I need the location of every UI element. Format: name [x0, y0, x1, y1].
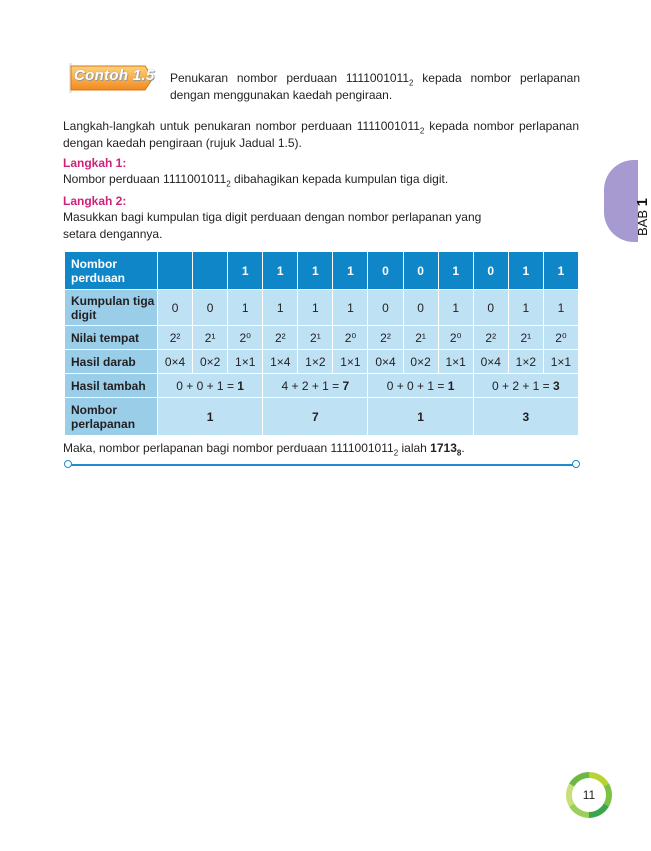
step2-text: Masukkan bagi kumpulan tiga digit perduaan dengan nombor perlapanan yang setara dengannya.	[63, 210, 482, 241]
table-cell: 0	[473, 290, 508, 326]
table-cell: 0×4	[158, 350, 193, 374]
table-cell: 0	[403, 252, 438, 290]
table-cell: 0	[368, 252, 403, 290]
table-cell: 2²	[263, 326, 298, 350]
row-groups	[65, 290, 579, 326]
table-cell: 1	[333, 290, 368, 326]
table-cell: 1	[543, 252, 578, 290]
row-label: Hasil tambah	[65, 374, 158, 398]
table-cell: 0	[193, 290, 228, 326]
chapter-tab	[604, 160, 638, 242]
table-cell	[158, 252, 193, 290]
conversion-table	[64, 251, 579, 436]
table-cell: 2⁰	[228, 326, 263, 350]
table-cell: 1×2	[508, 350, 543, 374]
step1-heading: Langkah 1:	[63, 156, 127, 170]
chapter-tab-label: BAB 1	[634, 198, 651, 236]
row-binary	[65, 252, 579, 290]
table-cell: 1×1	[228, 350, 263, 374]
table-cell	[193, 252, 228, 290]
conclusion-text: Maka, nombor perlapanan bagi nombor perduaan $1111001011_2$ ialah $1713_8$.	[63, 441, 465, 458]
table-cell: 2¹	[403, 326, 438, 350]
table-cell: 0 + 0 + 1 = 1	[158, 374, 263, 398]
table-cell: 4 + 2 + 1 = 7	[263, 374, 368, 398]
page-number: 11	[582, 788, 596, 802]
table-cell: 2⁰	[333, 326, 368, 350]
row-label: Hasil darab	[65, 350, 158, 374]
table-cell: 1	[333, 252, 368, 290]
row-label: Nombor perlapanan	[65, 398, 158, 436]
step2-heading: Langkah 2:	[63, 194, 127, 208]
table-cell: 1×1	[333, 350, 368, 374]
table-cell: 0×2	[403, 350, 438, 374]
table-cell: 1	[438, 252, 473, 290]
table-cell: 2²	[473, 326, 508, 350]
table-cell: 1×1	[543, 350, 578, 374]
table-cell: 0×4	[473, 350, 508, 374]
table-cell: 2⁰	[543, 326, 578, 350]
table-cell: 1	[438, 290, 473, 326]
table-cell: 7	[263, 398, 368, 436]
example-badge-label: Contoh 1.5	[74, 67, 155, 84]
table-cell: 2¹	[298, 326, 333, 350]
table-cell: 2¹	[508, 326, 543, 350]
table-cell: 0 + 2 + 1 = 3	[473, 374, 578, 398]
table-cell: 2¹	[193, 326, 228, 350]
row-label: Nombor perduaan	[65, 252, 158, 290]
table-cell: 1	[158, 398, 263, 436]
row-products	[65, 350, 579, 374]
table-cell: 3	[473, 398, 578, 436]
table-cell: 1	[508, 252, 543, 290]
row-place-value	[65, 326, 579, 350]
table-cell: 2⁰	[438, 326, 473, 350]
table-cell: 1	[508, 290, 543, 326]
row-sums	[65, 374, 579, 398]
table-cell: 1×4	[263, 350, 298, 374]
table-cell: 1	[228, 290, 263, 326]
table-cell: 1×2	[298, 350, 333, 374]
divider-end-dot	[64, 460, 72, 468]
table-cell: 0×4	[368, 350, 403, 374]
table-cell: 0	[403, 290, 438, 326]
table-cell: 0 + 0 + 1 = 1	[368, 374, 473, 398]
table-cell: 1	[543, 290, 578, 326]
row-label: Nilai tempat	[65, 326, 158, 350]
table-cell: 1	[368, 398, 473, 436]
step1-text: Nombor perduaan $1111001011_2$ dibahagikan kepada kumpulan tiga digit.	[63, 172, 449, 189]
table-cell: 0	[158, 290, 193, 326]
table-cell: 1	[298, 252, 333, 290]
table-cell: 2²	[368, 326, 403, 350]
table-cell: 0×2	[193, 350, 228, 374]
divider-end-dot	[572, 460, 580, 468]
intro-paragraph: Langkah-langkah untuk penukaran nombor perduaan $1111001011_2$ kepada nombor perlapanan dengan kaedah pengiraan (rujuk Jadual 1.5).	[63, 119, 579, 150]
table-cell: 1	[298, 290, 333, 326]
table-cell: 0	[473, 252, 508, 290]
table-cell: 1	[263, 252, 298, 290]
row-octal	[65, 398, 579, 436]
table-cell: 2²	[158, 326, 193, 350]
section-divider	[70, 464, 575, 466]
table-cell: 1	[263, 290, 298, 326]
table-cell: 1	[228, 252, 263, 290]
table-cell: 1×1	[438, 350, 473, 374]
row-label: Kumpulan tiga digit	[65, 290, 158, 326]
table-cell: 0	[368, 290, 403, 326]
example-intro: Penukaran nombor perduaan $1111001011_2$ kepada nombor perlapanan dengan menggunakan kaedah pengiraan.	[170, 71, 580, 102]
